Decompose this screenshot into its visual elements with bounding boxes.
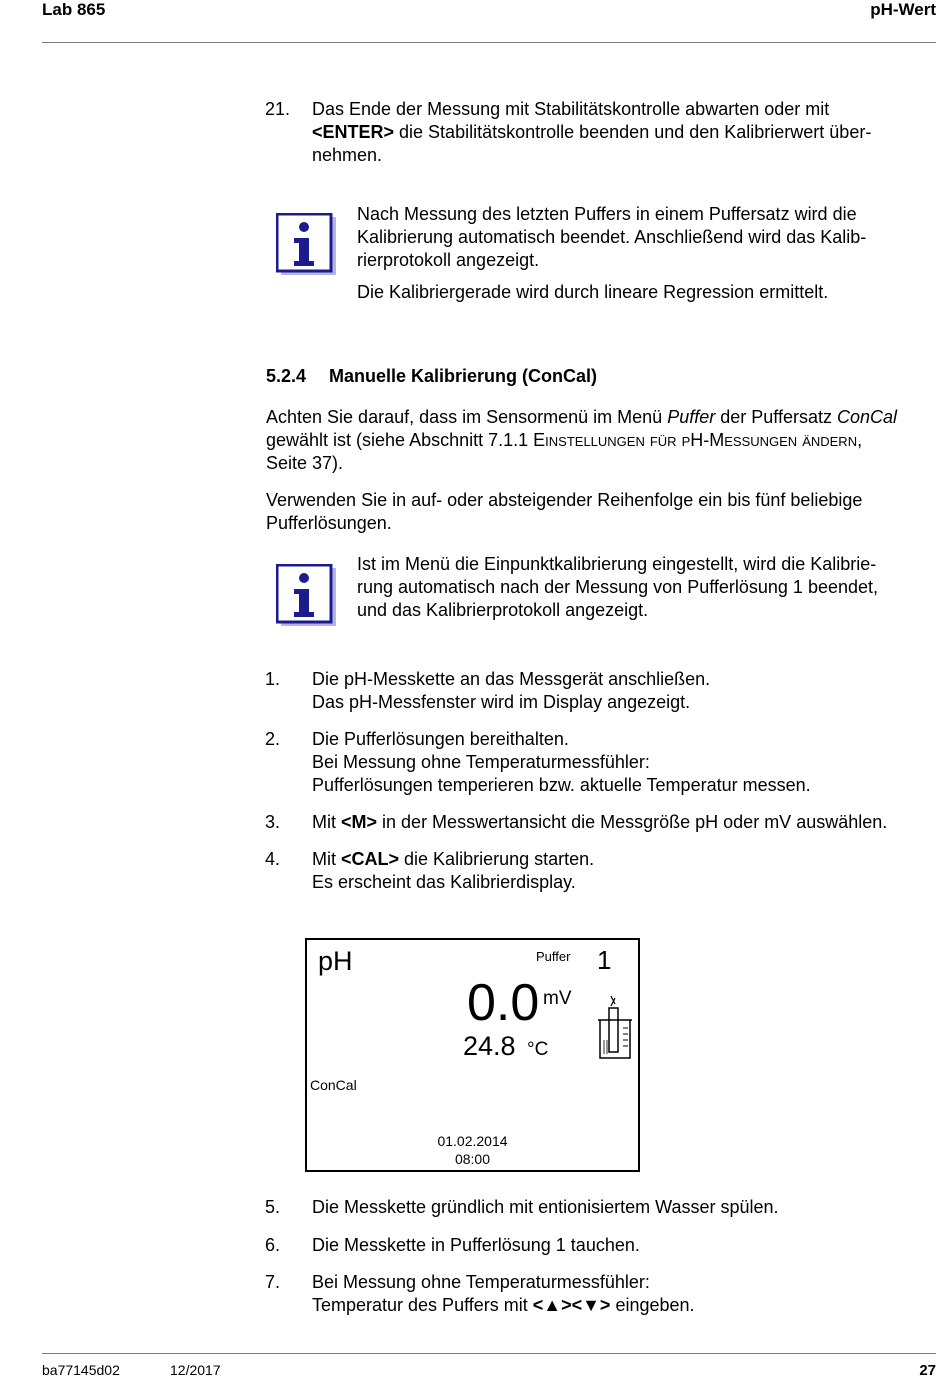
step-number: 7.	[265, 1272, 281, 1292]
page-number: 27	[919, 1362, 936, 1379]
step-line: Das Ende der Messung mit Stabilitätskontrolle abwarten oder mit	[312, 99, 830, 119]
header-right: pH-Wert	[870, 0, 936, 19]
step-text: Die pH-Messkette an das Messgerät anschließen. Das pH-Messfenster wird im Display angezeigt.	[312, 669, 711, 712]
step-text: Die Messkette gründlich mit entionisiertem Wasser spülen.	[312, 1197, 779, 1217]
step-text: Bei Messung ohne Temperaturmessfühler: Temperatur des Puffers mit <▲><▼> eingeben.	[312, 1272, 695, 1315]
step-number: 21.	[265, 99, 291, 119]
key-label: <CAL>	[341, 849, 400, 869]
key-label: <▲><▼>	[532, 1295, 611, 1315]
buffer-set: ConCal	[310, 1077, 357, 1093]
cross-reference[interactable]: Einstellungen für pH-Messungen ändern	[533, 430, 858, 450]
temperature-unit: °C	[527, 1039, 549, 1060]
step-line: nehmen.	[312, 145, 383, 165]
display-mode: pH	[318, 946, 353, 976]
step-number: 3.	[265, 812, 281, 832]
display-date: 01.02.2014	[437, 1133, 508, 1149]
calibration-display	[305, 938, 640, 1172]
paragraph: Verwenden Sie in auf- oder absteigender Reihenfolge ein bis fünf beliebige Pufferlösungen.	[266, 490, 863, 533]
step-number: 4.	[265, 849, 281, 869]
section-title: Manuelle Kalibrierung (ConCal)	[329, 366, 598, 386]
info-icon	[276, 564, 336, 626]
footer-date: 12/2017	[170, 1362, 221, 1378]
step-text	[312, 98, 937, 167]
buffer-label: Puffer	[536, 949, 571, 964]
electrode-beaker-icon	[597, 994, 635, 1060]
step-number: 2.	[265, 729, 281, 749]
step-text: Mit <M> in der Messwertansicht die Messgröße pH oder mV auswählen.	[312, 812, 888, 832]
temperature-value: 24.8	[463, 1031, 516, 1061]
footer-rule	[42, 1353, 936, 1354]
header-left: Lab 865	[42, 0, 106, 19]
paragraph: Achten Sie darauf, dass im Sensormenü im Menü Puffer der Puffersatz ConCal gewählt ist (siehe Abschnitt 7.1.1 Einstellungen für pH-Messungen ändern, Seite 37).	[266, 407, 897, 473]
step-text: Die Pufferlösungen bereithalten. Bei Messung ohne Temperaturmessfühler: Pufferlösungen temperieren bzw. aktuelle Temperatur messen.	[312, 729, 811, 795]
key-label: <M>	[341, 812, 378, 832]
header-rule	[42, 42, 936, 43]
step-number: 5.	[265, 1197, 281, 1217]
measured-value: 0.0	[467, 974, 540, 1032]
step-number: 6.	[265, 1235, 281, 1255]
value-unit: mV	[543, 988, 572, 1009]
display-time: 08:00	[454, 1151, 491, 1167]
info-note: Nach Messung des letzten Puffers in einem Puffersatz wird die Kalibrierung automatisch beendet. Anschließend wird das Kalib- rierprotokoll angezeigt. Die Kalibriergerade wird durch lineare Regression ermittelt.	[357, 204, 867, 302]
info-icon	[276, 213, 336, 275]
step-line: <ENTER> die Stabilitätskontrolle beenden und den Kalibrierwert über-	[312, 122, 872, 142]
buffer-number: 1	[597, 945, 612, 975]
key-label: <ENTER>	[312, 122, 395, 142]
section-number: 5.2.4	[266, 366, 307, 386]
step-text: Die Messkette in Pufferlösung 1 tauchen.	[312, 1235, 640, 1255]
info-note: Ist im Menü die Einpunktkalibrierung eingestellt, wird die Kalibrie- rung automatisch nach der Messung von Pufferlösung 1 beendet, und das Kalibrierprotokoll angezeigt.	[357, 554, 879, 620]
footer-doc-id: ba77145d02	[42, 1362, 120, 1378]
step-text: Mit <CAL> die Kalibrierung starten. Es erscheint das Kalibrierdisplay.	[312, 849, 595, 892]
step-number: 1.	[265, 669, 281, 689]
